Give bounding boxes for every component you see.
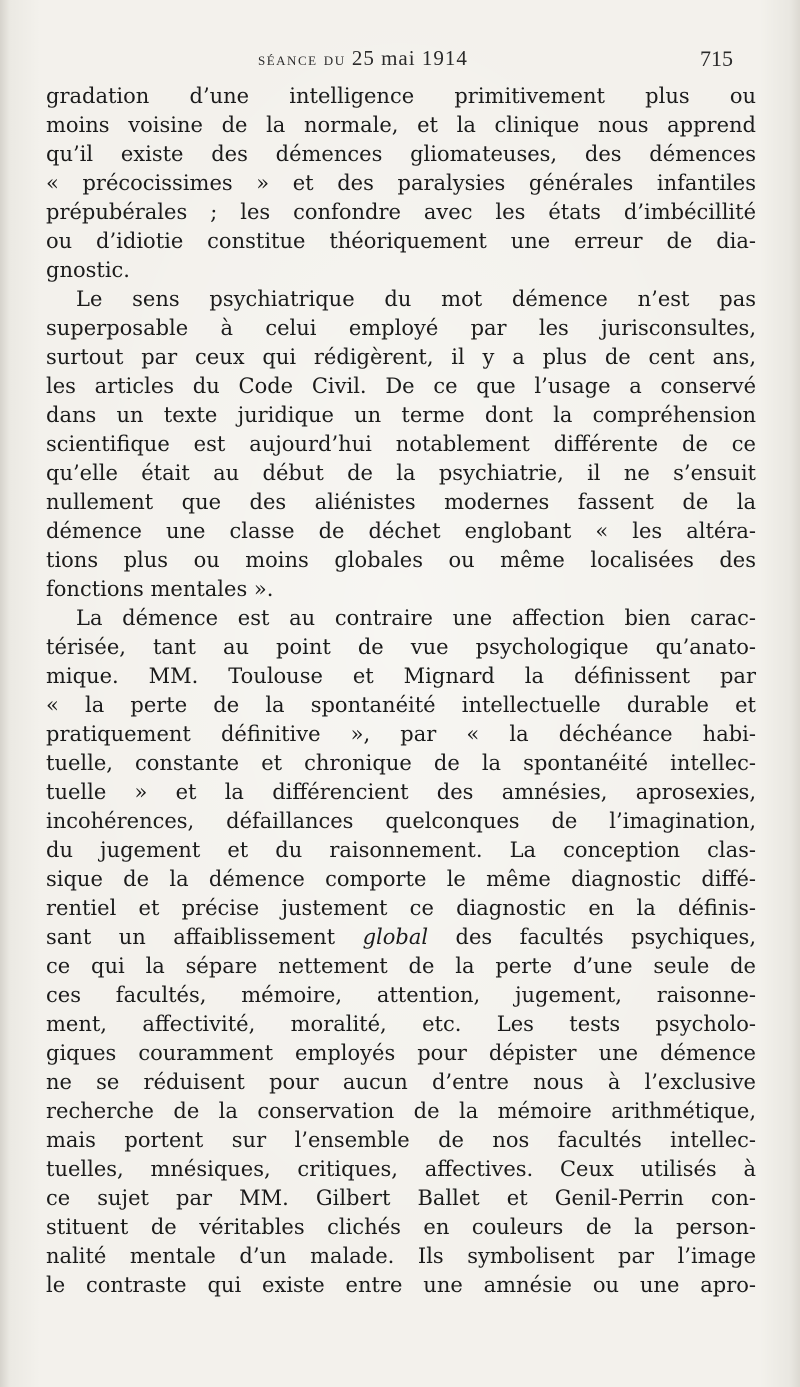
text-line: scientifique est aujourd’hui notablement différente de ce: [46, 432, 756, 456]
text-line: prépubérales ; les confondre avec les états d’imbécillité: [46, 200, 756, 224]
text-line: tuelles, mnésiques, critiques, affectives. Ceux utilisés à: [46, 1157, 756, 1181]
text-line: stituent de véritables clichés en couleurs de la person-: [46, 1215, 756, 1239]
text-line: superposable à celui employé par les jurisconsultes,: [46, 316, 756, 340]
text-line: « précocissimes » et des paralysies générales infantiles: [46, 171, 756, 195]
text-line: qu’elle était au début de la psychiatrie, il ne s’ensuit: [46, 461, 756, 485]
text-line: incohérences, défaillances quelconques de l’imagination,: [46, 809, 756, 833]
text-line: mique. MM. Toulouse et Mignard la définissent par: [46, 664, 756, 688]
text-line: rentiel et précise justement ce diagnostic en la définis-: [46, 896, 756, 920]
text-line: ce sujet par MM. Gilbert Ballet et Genil-Perrin con-: [46, 1186, 756, 1210]
running-head-date: 25 mai 1914: [351, 46, 468, 70]
text-line: tuelle, constante et chronique de la spontanéité intellec-: [46, 751, 756, 775]
text-line: « la perte de la spontanéité intellectuelle durable et: [46, 693, 756, 717]
text-line: térisée, tant au point de vue psychologique qu’anato-: [46, 635, 756, 659]
text-line: sique de la démence comporte le même diagnostic diffé-: [46, 867, 756, 891]
text-line: gradation d’une intelligence primitivement plus ou: [46, 84, 756, 108]
text-line: ce qui la sépare nettement de la perte d’une seule de: [46, 954, 756, 978]
running-head-prefix: séance du: [258, 49, 346, 70]
text-line: ne se réduisent pour aucun d’entre nous à l’exclusive: [46, 1070, 756, 1094]
text-line-with-italic: [46, 923, 756, 952]
text-line: moins voisine de la normale, et la clinique nous apprend: [46, 113, 756, 137]
text-line: démence une classe de déchet englobant « les altéra-: [46, 519, 756, 543]
text-line: surtout par ceux qui rédigèrent, il y a plus de cent ans,: [46, 345, 756, 369]
text-line: dans un texte juridique un terme dont la compréhension: [46, 403, 756, 427]
page-number: 715: [700, 46, 733, 71]
text-line: Le sens psychiatrique du mot démence n’est pas: [76, 287, 756, 311]
text-line: nullement que des aliénistes modernes fassent de la: [46, 490, 756, 514]
text-line: mais portent sur l’ensemble de nos facultés intellec-: [46, 1128, 756, 1152]
italic-word: global: [362, 925, 429, 949]
text-line: tions plus ou moins globales ou même localisées des: [46, 548, 756, 572]
text-line: ment, affectivité, moralité, etc. Les tests psycholo-: [46, 1012, 756, 1036]
text-line: tuelle » et la différencient des amnésies, aprosexies,: [46, 780, 756, 804]
text-fragment: sant un affaiblissement: [46, 925, 336, 949]
text-line: gnostic.: [46, 258, 130, 282]
running-head: [258, 46, 468, 71]
text-line: qu’il existe des démences gliomateuses, des démences: [46, 142, 756, 166]
text-line: La démence est au contraire une affection bien carac-: [76, 606, 756, 630]
text-line: ou d’idiotie constitue théoriquement une erreur de dia-: [46, 229, 756, 253]
text-line: fonctions mentales ».: [46, 577, 274, 601]
text-line: les articles du Code Civil. De ce que l’usage a conservé: [46, 374, 756, 398]
text-line: recherche de la conservation de la mémoire arithmétique,: [46, 1099, 756, 1123]
text-line: pratiquement définitive », par « la déchéance habi-: [46, 722, 756, 746]
text-line: du jugement et du raisonnement. La conception clas-: [46, 838, 756, 862]
text-line: ces facultés, mémoire, attention, jugement, raisonne-: [46, 983, 756, 1007]
text-fragment: des facultés psychiques,: [455, 925, 756, 949]
text-line: giques couramment employés pour dépister une démence: [46, 1041, 756, 1065]
text-line: nalité mentale d’un malade. Ils symbolisent par l’image: [46, 1244, 756, 1268]
body-text: [46, 82, 756, 1300]
text-line: le contraste qui existe entre une amnésie ou une apro-: [46, 1273, 756, 1297]
page-header: [0, 38, 800, 78]
